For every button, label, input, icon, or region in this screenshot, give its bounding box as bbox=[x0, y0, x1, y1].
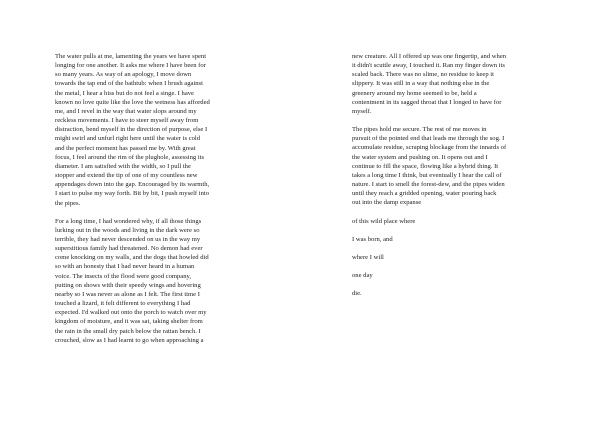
text-line: towards the tap end of the bathtub: when I brush against bbox=[55, 80, 203, 88]
text-line: crouched, slow as I had learnt to go when approaching a bbox=[55, 336, 204, 344]
text-line: accumulate residue, scraping blockage from the innards of bbox=[352, 144, 507, 152]
text-line: until they reach a gridded opening, water pouring back bbox=[352, 190, 497, 198]
text-line: touched a lizard, it felt different to everything I had bbox=[55, 300, 191, 308]
paragraph bbox=[352, 125, 562, 207]
text-line: and the perfect moment has passed me by. With great bbox=[55, 144, 196, 152]
text-line: the rain in the small dry patch below the rattan bench. I bbox=[55, 327, 201, 335]
text-line: nature. I start to smell the forest-dew, and the pipes widen bbox=[352, 181, 505, 189]
text-line: so with an honesty that I had never heard in a human bbox=[55, 263, 195, 271]
text-line: new creature. All I offered up was one fingertip, and when bbox=[352, 53, 507, 60]
text-line: myself. bbox=[352, 107, 372, 115]
text-line: longing for one another. It asks me where I have been for bbox=[55, 62, 206, 70]
text-line: focus, I feel around the rim of the plughole, assessing its bbox=[55, 153, 205, 161]
text-line: it didn't scuttle away, I touched it. Ran my finger down its bbox=[352, 62, 505, 70]
text-line: me, and I revel in the way that water slops around my bbox=[55, 107, 197, 115]
verse-line: I was born, and bbox=[352, 235, 393, 243]
verse-line: of this wild place where bbox=[352, 217, 416, 225]
right-column bbox=[352, 52, 562, 307]
text-line: the pipes. bbox=[55, 199, 81, 207]
verse-line: one day bbox=[352, 271, 373, 279]
text-line: greenery around my home seemed to be, held a bbox=[352, 89, 477, 97]
text-line: reckless movements. I have to steer myself away from bbox=[55, 117, 199, 125]
paragraph bbox=[55, 52, 269, 208]
text-line: slippery. It was still in a way that nothing else in the bbox=[352, 80, 490, 88]
text-line: putting on shows with their speedy wings and hovering bbox=[55, 281, 201, 289]
verse-line: die. bbox=[352, 290, 362, 298]
text-line: come knocking on my walls, and the dogs that howled did bbox=[55, 254, 209, 262]
paragraph bbox=[55, 217, 269, 345]
text-line: appendages down into the gap. Encouraged by its warmth, bbox=[55, 181, 210, 189]
text-line: terrible, they had never descended on us in the way my bbox=[55, 235, 201, 243]
text-line: diameter. I am satisfied with the width, so I pull the bbox=[55, 162, 191, 170]
text-line: stopper and extend the tip of one of my countless new bbox=[55, 172, 198, 180]
text-line: out into the damp expanse bbox=[352, 199, 422, 207]
text-line: known no love quite like the love the wetness has afforded bbox=[55, 98, 210, 106]
text-line: distraction, bend myself in the direction of purpose, else I bbox=[55, 126, 208, 134]
text-line: voice. The insects of the flood were good company, bbox=[55, 272, 192, 280]
text-line: kingdom of moisture, and it was sat, taking shelter from bbox=[55, 318, 203, 326]
text-line: The pipes hold me secure. The rest of me moves in bbox=[352, 126, 487, 134]
text-line: contentment in its sagged throat that I longed to have for bbox=[352, 98, 502, 106]
text-line: might swirl and unfurl right here until the water is cold bbox=[55, 135, 201, 143]
paragraph bbox=[352, 52, 562, 116]
left-column bbox=[55, 52, 269, 354]
verse-line: where I will bbox=[352, 253, 384, 261]
text-line: so many years. As way of an apology, I move down bbox=[55, 71, 192, 79]
text-line: lurking out in the woods and living in the dark were so bbox=[55, 226, 200, 234]
text-line: For a long time, I had wondered why, if all those things bbox=[55, 217, 202, 225]
text-line: The water pulls at me, lamenting the years we have spent bbox=[55, 53, 207, 60]
text-line: takes a long time I think, but eventually I hear the call of bbox=[352, 171, 502, 179]
text-line: scaled back. There was no slime, no residue to keep it bbox=[352, 71, 494, 79]
text-line: continue to fill the space, flowing like a hybrid thing. It bbox=[352, 162, 499, 170]
text-line: the water system and pushing on. It opens out and I bbox=[352, 153, 488, 161]
text-line: superstitious family had threatened. No demon had ever bbox=[55, 245, 203, 253]
text-line: expected. I'd walked out onto the porch to watch over my bbox=[55, 309, 207, 317]
text-line: the metal, I hear a hiss but do not feel a singe. I have bbox=[55, 89, 194, 97]
text-line: I start to pulse my way forth. Bit by bit, I push myself into bbox=[55, 190, 210, 198]
text-line: nearby so I was never as alone as I felt. The first time I bbox=[55, 290, 200, 298]
text-line: pursuit of the pointed end that leads me through the sog. I bbox=[352, 135, 505, 143]
